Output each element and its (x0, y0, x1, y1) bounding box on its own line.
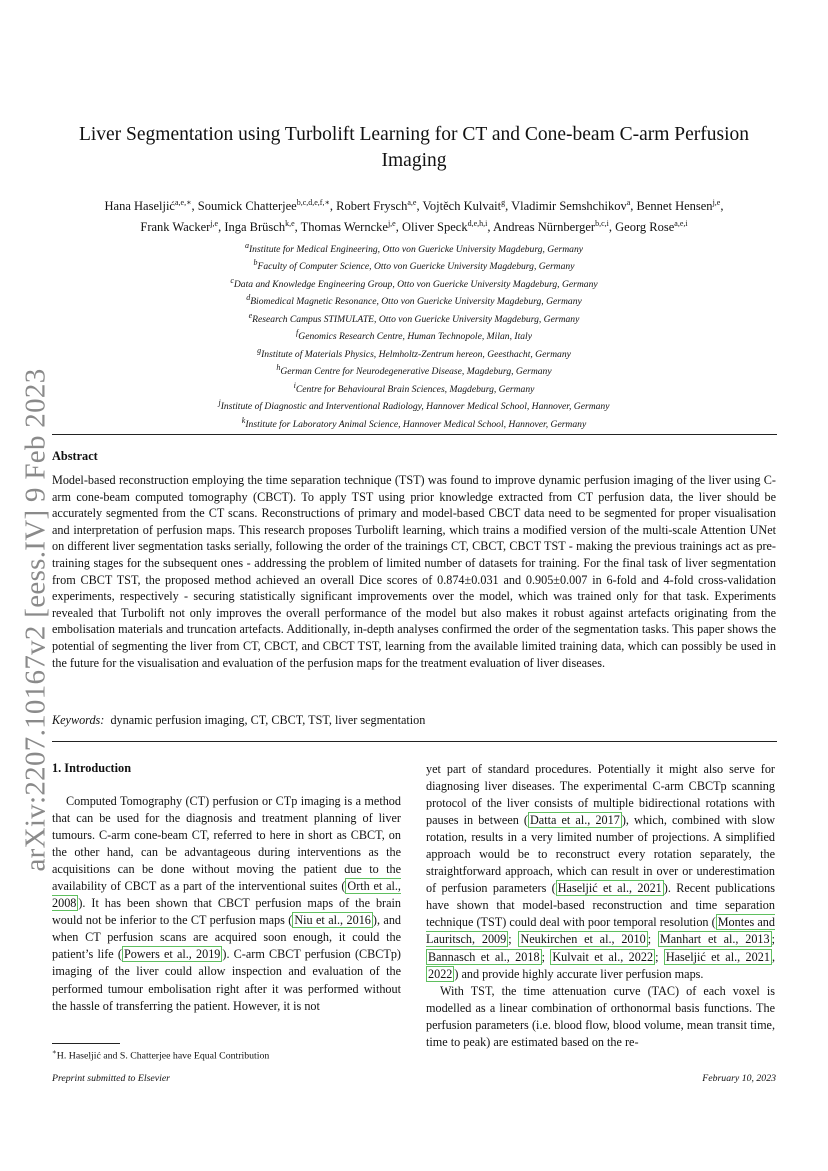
citation-link[interactable]: Haseljić et al., 2021 (665, 949, 770, 964)
citation-link[interactable]: Montes and Lauritsch, 2009 (426, 915, 775, 947)
author (637, 199, 721, 213)
affiliation (60, 309, 768, 326)
footnote-text: H. Haseljić and S. Chatterjee have Equal Contribution (56, 1050, 270, 1062)
footnote-rule (52, 1043, 120, 1044)
intro-text: ), and when CT perfusion scans are acquired soon enough, it could the patient’s life ( (52, 913, 402, 962)
right-column (426, 761, 775, 1051)
left-column (52, 793, 401, 1015)
affiliation (60, 379, 768, 396)
author (402, 220, 487, 234)
author-name: Oliver Speck (401, 220, 468, 235)
abstract-heading: Abstract (52, 449, 98, 463)
affiliation-text: Centre for Behavioural Brain Sciences, Magdeburg, Germany (295, 384, 535, 396)
citation-separator: ; (771, 932, 776, 947)
affiliation-key: b (253, 258, 258, 268)
citation-link[interactable]: Neukirchen et al., 2010 (520, 932, 646, 947)
footnote (52, 1048, 269, 1061)
citation-separator: ; (508, 932, 519, 947)
affiliation (60, 344, 768, 361)
author-name: Thomas Werncke (300, 220, 388, 235)
author-list: Hana Haseljić$^{a,e,∗}$, Soumick Chatterjee$^{b,c,d,e,f,∗}$, Robert Frysch$^{a,e}$, Vojtěch Kulvait$^g$, Vladimir Semshchikov$^a$, Bennet Hensen$^{j,e}$, Frank Wacker$^{j,e}$, Inga Brüsch$^{k,e}$, Thomas Werncke$^{j,e}$, Oliver Speck$^{d,e,h,i}$, Andreas Nürnberger$^{b,c,i}$, Georg Rose$^{a,e,i}$ (104, 198, 724, 235)
author (493, 220, 609, 234)
footer-journal-note: Preprint submitted to Elsevier (52, 1073, 170, 1084)
affiliation-text: Research Campus STIMULATE, Otto von Guericke University Magdeburg, Germany (252, 314, 580, 326)
author-name: Vladimir Semshchikov (511, 199, 627, 214)
affiliation (60, 274, 768, 291)
intro-text: yet part of standard procedures. Potentially it might also serve for diagnosing liver diseases. The experimental C-arm CBCTp scanning protocol of the liver consists of multiple bidirectional rotations with pauses in between ( (426, 762, 775, 828)
citation-link[interactable]: Orth et al., 2008 (52, 879, 401, 911)
keywords-text: dynamic perfusion imaging, CT, CBCT, TST, liver segmentation (110, 713, 426, 727)
citation-link[interactable]: 2022 (428, 966, 453, 981)
citation-separator: ; (647, 932, 658, 947)
author-affiliation-marks: a,e,∗ (174, 198, 192, 207)
intro-text: ) and provide highly accurate liver perfusion maps. (454, 966, 704, 981)
intro-text: ), which, combined with slow rotation, results in a very limited number of projections. A simplified approach would be to reconstruct every rotation separately, the straightforward approach, which can result in over or underestimation of perfusion parameters ( (426, 813, 775, 896)
author-affiliation-marks: a,e,i (674, 219, 688, 229)
affiliation (60, 256, 768, 273)
author-name: Robert Frysch (336, 199, 408, 214)
author-name: Andreas Nürnberger (492, 220, 596, 235)
abstract-body: Model-based reconstruction employing the time separation technique (TST) was found to improve dynamic perfusion imaging of the liver using C-arm cone-beam computed tomography (CBCT). To apply TST using prior knowledge extracted from CT perfusion data, the liver should be accurately segmented from the CT scans. Reconstructions of primary and model-based CBCT data need to be segmented for proper visualisation and interpretation of perfusion maps. This research proposes Turbolift learning, which trains a modified version of the multi-scale Attention UNet on different liver segmentation tasks serially, following the order of the trainings CT, CBCT, CBCT TST - making the previous trainings act as pre-training stages for the subsequent ones - addressing the problem of limited number of datasets for training. For the final task of liver segmentation from CBCT TST, the proposed method achieved an overall Dice scores of 0.874±0.031 and 0.905±0.007 in 6-fold and 4-fold cross-validation experiments, respectively - securing statistically significant improvements over the model, which was trained only for that task. Experiments revealed that Turbolift not only improves the overall performance of the model but also makes it robust against artefacts originating from the embolisation materials and truncation artefacts. Additionally, in-depth analyses confirmed the order of the segmentation tasks. This paper shows the potential of segmenting the liver from CT, CBCT, and CBCT TST, learning from the available limited training data, which can possibly be used in the future for the visualisation and evaluation of the perfusion maps for the treatment evaluation of liver diseases. (52, 473, 776, 670)
intro-paragraph-1-continued (426, 761, 775, 983)
citation-separator: ; (541, 949, 551, 964)
affiliation (60, 396, 768, 413)
author (105, 199, 192, 213)
arxiv-identifier-text: arXiv:2207.10167v2 [eess.IV] 9 Feb 2023 (19, 368, 52, 872)
author-affiliation-marks: a (626, 198, 631, 207)
affiliation (60, 239, 768, 256)
footer-date: February 10, 2023 (702, 1073, 776, 1084)
author-name: Vojtěch Kulvait (422, 199, 502, 214)
author (140, 220, 218, 234)
author (511, 199, 630, 213)
author-name: Frank Wacker (140, 220, 211, 235)
intro-text: Computed Tomography (CT) perfusion or CTp imaging is a method that can be used for the diagnosis and treatment planning of liver tumours. C-arm cone-beam CT, referred to here in short as CBCT, on the other hand, can be advantageous during interventions as the acquisitions can be done without moving the patient due to the availability of CBCT as a part of the interventional suites ( (52, 794, 401, 894)
intro-paragraph-1 (52, 793, 401, 1015)
author (301, 220, 396, 234)
author (198, 199, 330, 213)
intro-text: ). It has been shown that CBCT perfusion maps of the brain would not be inferior to the CT perfusion maps ( (52, 896, 401, 928)
citation-link[interactable]: Haseljić et al., 2021 (557, 881, 662, 896)
citation-link[interactable]: Manhart et al., 2013 (659, 932, 770, 947)
author-name: Bennet Hensen (636, 199, 713, 214)
intro-paragraph-2: With TST, the time attenuation curve (TAC) of each voxel is modelled as a linear combination of orthonormal basis functions. The perfusion parameters (i.e. blood flow, blood volume, mean transit time, time to peak) are estimated based on the re- (426, 983, 775, 1049)
author-affiliation-marks: b,c,i (595, 219, 609, 229)
affiliation-text: Institute of Diagnostic and Interventional Radiology, Hannover Medical School, Hannover, Germany (220, 401, 610, 413)
affiliation (60, 291, 768, 308)
author-name: Georg Rose (615, 220, 675, 235)
affiliation-text: Faculty of Computer Science, Otto von Guericke University Magdeburg, Germany (257, 261, 575, 273)
affiliation-text: German Centre for Neurodegenerative Disease, Magdeburg, Germany (280, 366, 552, 378)
affiliation (60, 414, 768, 431)
affiliation (60, 326, 768, 343)
citation-link[interactable]: Kulvait et al., 2022 (552, 949, 654, 964)
author-name: Inga Brüsch (224, 220, 286, 235)
citation-link[interactable]: Bannasch et al., 2018 (428, 949, 540, 964)
affiliation-text: Institute for Medical Engineering, Otto von Guericke University Magdeburg, Germany (248, 244, 583, 256)
affiliation-text: Biomedical Magnetic Resonance, Otto von Guericke University Magdeburg, Germany (250, 296, 582, 308)
author-affiliation-marks: b,c,d,e,f,∗ (296, 198, 330, 207)
author-name: Soumick Chatterjee (197, 199, 297, 214)
citation-link[interactable]: Datta et al., 2017 (530, 813, 620, 828)
section-heading-introduction: 1. Introduction (52, 761, 132, 775)
author (336, 199, 416, 213)
author (422, 199, 505, 213)
keywords-line (52, 713, 776, 728)
affiliation-text: Institute of Materials Physics, Helmholtz-Zentrum hereon, Geesthacht, Germany (261, 349, 571, 361)
author-affiliation-marks: j,e (712, 198, 721, 207)
author-affiliation-marks: k,e (285, 219, 295, 229)
author-affiliation-marks: d,e,h,i (467, 219, 488, 229)
affiliation-key: j (218, 398, 221, 408)
author-affiliation-marks: j,e (387, 219, 396, 229)
abstract-bottom-rule (52, 741, 777, 742)
affiliation-key: c (230, 275, 234, 285)
affiliation-text: Data and Knowledge Engineering Group, Otto von Guericke University Magdeburg, Germany (233, 279, 598, 291)
affiliation-text: Genomics Research Centre, Human Technopole, Milan, Italy (298, 331, 532, 343)
affiliation-key: d (246, 293, 251, 303)
citation-link[interactable]: Niu et al., 2016 (294, 913, 371, 928)
arxiv-identifier-stamp (16, 370, 56, 870)
affiliation (60, 361, 768, 378)
author (224, 220, 294, 234)
author (615, 220, 687, 234)
author-affiliation-marks: j,e (210, 219, 219, 229)
affiliation-key: f (296, 328, 299, 338)
affiliation-text: Institute for Laboratory Animal Science, Hannover Medical School, Hannover, Germany (245, 419, 587, 431)
abstract-top-rule (52, 434, 777, 435)
affiliation-key: g (257, 345, 262, 355)
affiliation-key: e (248, 310, 253, 320)
keywords-label: Keywords: (52, 713, 105, 727)
affiliation-list (60, 239, 768, 431)
citation-separator: ; (655, 949, 664, 964)
citation-separator: , (771, 949, 775, 964)
affiliation-key: h (276, 363, 281, 373)
affiliation-key: k (241, 415, 246, 425)
author-name: Hana Haseljić (104, 199, 175, 214)
affiliation-key: a (244, 241, 249, 250)
citation-link[interactable]: Powers et al., 2019 (123, 947, 221, 962)
author-affiliation-marks: g (501, 198, 506, 207)
intro-text: ). Recent publications have shown that model-based reconstruction and time separation technique (TST) could deal with poor temporal resolution ( (426, 881, 775, 930)
paper-title: Liver Segmentation using Turbolift Learning for CT and Cone-beam C-arm Perfusion Imaging (78, 124, 750, 171)
affiliation-key: i (293, 380, 296, 390)
author-affiliation-marks: a,e (407, 198, 417, 207)
intro-text: ). C-arm CBCT perfusion (CBCTp) imaging of the liver could allow inspection and evaluation of the performed tumour embolisation right after it was performed without the hassle of transferring the patient. However, it is not (52, 947, 401, 1013)
footnote-mark: ∗ (52, 1048, 57, 1056)
